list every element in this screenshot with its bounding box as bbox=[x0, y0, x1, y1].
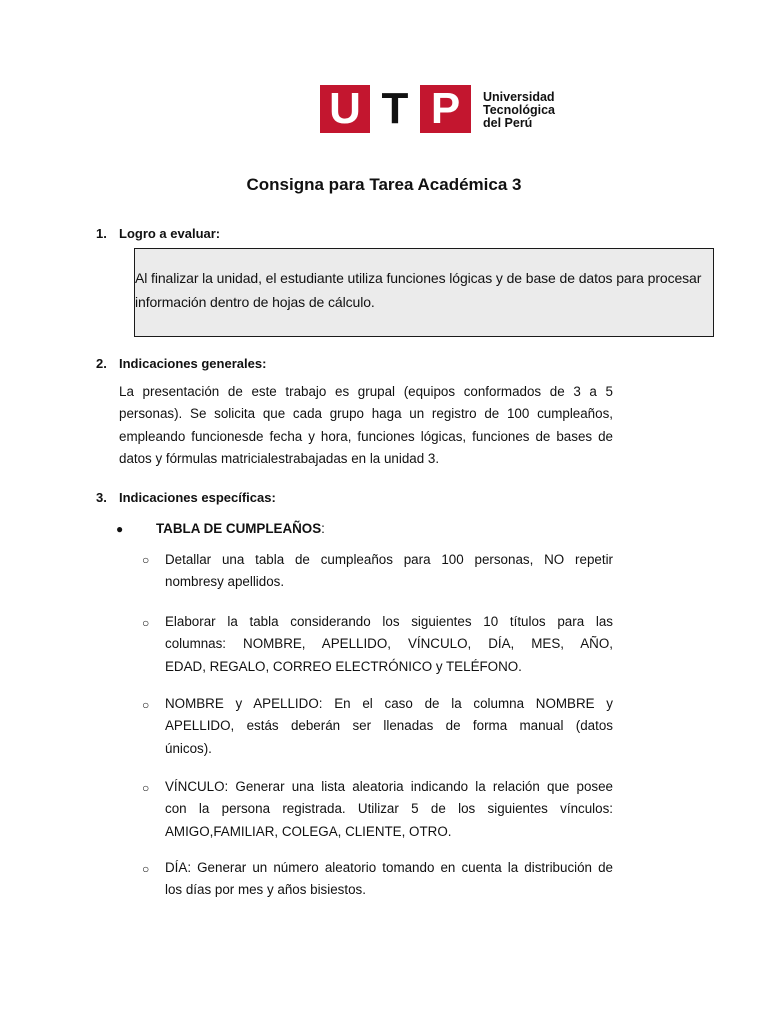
list-item bbox=[165, 857, 613, 902]
section-1-number: 1. bbox=[96, 226, 107, 241]
bullet-heading-text: TABLA DE CUMPLEAÑOS bbox=[156, 521, 322, 536]
university-name-line-2: Tecnológica bbox=[483, 103, 556, 117]
item-4-line-3: AMIGO,FAMILIAR, COLEGA, CLIENTE, OTRO. bbox=[165, 823, 452, 839]
logo-letter-p: P bbox=[430, 84, 461, 133]
logo-t-box bbox=[370, 85, 420, 133]
utp-logo bbox=[320, 85, 471, 133]
sub-bullet-icon: ○ bbox=[142, 616, 150, 630]
logo-letter-t: T bbox=[381, 84, 409, 133]
list-item bbox=[165, 611, 613, 678]
item-4-line-1: VÍNCULO: Generar una lista aleatoria indicando la relación que posee bbox=[165, 779, 613, 794]
bullet-dot-icon: ● bbox=[116, 522, 124, 536]
logro-box bbox=[134, 248, 714, 337]
section-1-title: Logro a evaluar: bbox=[119, 226, 221, 241]
item-1-line-1: Detallar una tabla de cumpleaños para 100 personas, NO repetir bbox=[165, 552, 613, 567]
item-3-line-2: APELLIDO, estás deberán ser llenadas de forma manual (datos bbox=[165, 718, 613, 734]
document-title: Consigna para Tarea Académica 3 bbox=[246, 175, 522, 194]
bullet-heading bbox=[156, 521, 325, 536]
item-4-line-2: con la persona registrada. Utilizar 5 de los siguientes vínculos: bbox=[165, 801, 613, 817]
logo-letter-u: U bbox=[329, 84, 361, 133]
sub-bullet-icon: ○ bbox=[142, 698, 150, 712]
bullet-heading-colon: : bbox=[321, 521, 325, 536]
item-2-line-2: columnas: NOMBRE, APELLIDO, VÍNCULO, DÍA, MES, AÑO, bbox=[165, 636, 613, 652]
section-3-title: Indicaciones específicas: bbox=[119, 490, 276, 505]
item-5-line-1: DÍA: Generar un número aleatorio tomando en cuenta la distribución de bbox=[165, 860, 613, 875]
item-2-line-3: EDAD, REGALO, CORREO ELECTRÓNICO y TELÉFONO. bbox=[165, 658, 522, 674]
section-2-number: 2. bbox=[96, 356, 107, 371]
logro-line-2: información dentro de hojas de cálculo. bbox=[135, 294, 375, 310]
sub-bullet-icon: ○ bbox=[142, 553, 150, 567]
section-3-number: 3. bbox=[96, 490, 107, 505]
general-line-4: datos y fórmulas matricialestrabajadas en la unidad 3. bbox=[119, 450, 440, 466]
general-line-1: La presentación de este trabajo es grupal (equipos conformados de 3 a 5 bbox=[119, 384, 613, 399]
list-item bbox=[165, 693, 613, 760]
item-3-line-3: únicos). bbox=[165, 740, 212, 756]
general-line-3: empleando funcionesde fecha y hora, funciones lógicas, funciones de bases de bbox=[119, 428, 613, 444]
university-name bbox=[483, 91, 555, 130]
sub-bullet-icon: ○ bbox=[142, 862, 150, 876]
list-item bbox=[165, 549, 613, 594]
general-indications-paragraph bbox=[119, 381, 613, 470]
list-item bbox=[165, 776, 613, 843]
item-3-line-1: NOMBRE y APELLIDO: En el caso de la columna NOMBRE y bbox=[165, 696, 613, 711]
logro-line-1: Al finalizar la unidad, el estudiante utiliza funciones lógicas y de base de datos para procesar bbox=[135, 270, 702, 286]
sub-bullet-icon: ○ bbox=[142, 781, 150, 795]
item-5-line-2: los días por mes y años bisiestos. bbox=[165, 882, 366, 898]
general-line-2: personas). Se solicita que cada grupo haga un registro de 100 cumpleaños, bbox=[119, 406, 613, 422]
item-2-line-1: Elaborar la tabla considerando los siguientes 10 títulos para las bbox=[165, 614, 613, 629]
section-2-title: Indicaciones generales: bbox=[119, 356, 267, 371]
university-name-line-1: Universidad bbox=[483, 90, 555, 104]
item-1-line-2: nombresy apellidos. bbox=[165, 574, 285, 590]
university-name-line-3: del Perú bbox=[483, 116, 533, 130]
